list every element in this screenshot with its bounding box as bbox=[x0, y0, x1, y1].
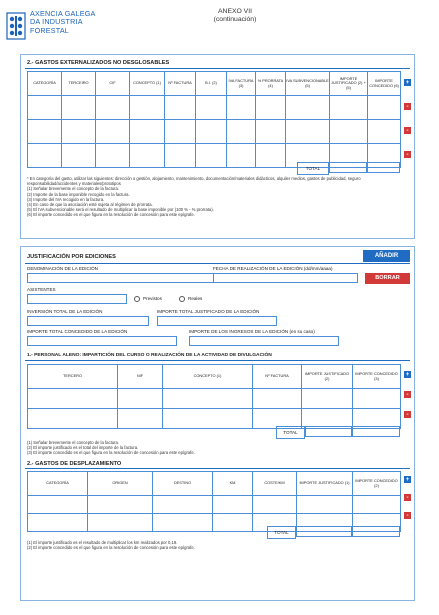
gastos-title: 2.- GASTOS EXTERNALIZADOS NO DESGLOSABLES bbox=[27, 60, 170, 66]
col-iva-subv: IVA SUBVENCIONABLE (5) bbox=[286, 72, 330, 96]
note: (3) El importe concedido es el que figura en la resolución de concesión para este epígrafe. bbox=[27, 450, 195, 456]
ingresos-label: IMPORTE DE LOS INGRESOS DE LA EDICIÓN (en su caso) bbox=[189, 329, 315, 334]
gastos-total-concedido[interactable] bbox=[367, 162, 400, 173]
inversion-input[interactable] bbox=[27, 316, 149, 326]
personal-total-label: TOTAL bbox=[276, 426, 305, 439]
remove-row-icon[interactable]: - bbox=[404, 391, 411, 398]
note: (3) Importe del IVA recogido en la factura. bbox=[27, 196, 105, 202]
gastos-total-justificado[interactable] bbox=[329, 162, 367, 173]
col-km: KM bbox=[213, 472, 253, 496]
logo-line-2: DA INDUSTRIA bbox=[30, 17, 83, 27]
personal-header-row bbox=[28, 365, 401, 389]
fecha-input[interactable] bbox=[213, 273, 358, 283]
add-edition-button[interactable]: AÑADIR bbox=[363, 250, 410, 262]
justificacion-panel bbox=[20, 246, 415, 601]
desplazamiento-notes bbox=[27, 540, 412, 550]
asistentes-input[interactable] bbox=[27, 294, 127, 304]
denominacion-label: DENOMINACIÓN DE LA EDICIÓN bbox=[27, 266, 98, 271]
note: * En categoría del gasto, utilizar las siguientes: dirección o gestión, alojamiento, mantenimiento, documentación/materiales didácticos, alquiler medios, gastos de publicidad, seguro responsabilidad/accidentes y materiales/prototipos bbox=[27, 176, 361, 187]
remove-row-icon[interactable]: - bbox=[404, 512, 411, 519]
note: (2) El importe justificado es el total del importe de la factura. bbox=[27, 445, 139, 451]
reales-radio[interactable] bbox=[179, 296, 185, 302]
remove-row-icon[interactable]: - bbox=[404, 103, 411, 110]
remove-row-icon[interactable]: - bbox=[404, 494, 411, 501]
logo-line-3: FORESTAL bbox=[30, 25, 70, 35]
add-row-icon[interactable]: + bbox=[405, 476, 410, 483]
note: (1) El importe justificado es el resultado de multiplicar los km realizados por 0,19. bbox=[27, 540, 178, 545]
delete-edition-button[interactable]: BORRAR bbox=[365, 273, 410, 284]
col-iva-factura: IVA FACTURA (3) bbox=[227, 72, 256, 96]
importe-justificado-label: IMPORTE TOTAL JUSTIFICADO DE LA EDICIÓN bbox=[157, 309, 260, 314]
previstos-radio[interactable] bbox=[134, 296, 140, 302]
personal-total-concedido[interactable] bbox=[352, 426, 400, 437]
gastos-row-controls bbox=[404, 71, 412, 158]
remove-row-icon[interactable]: - bbox=[404, 127, 411, 134]
col-importe-justificado: IMPORTE JUSTIFICADO (1) bbox=[297, 472, 353, 496]
ingresos-input[interactable] bbox=[189, 336, 339, 346]
col-concepto: CONCEPTO (1) bbox=[130, 72, 165, 96]
reales-label: Reales bbox=[188, 296, 203, 301]
col-factura: Nº FACTURA bbox=[253, 365, 302, 389]
agency-logo bbox=[6, 10, 126, 50]
previstos-label: Previstos bbox=[143, 296, 162, 301]
col-origen: ORIGEN bbox=[88, 472, 153, 496]
note: (1) Señalar brevemente el concepto de la factura. bbox=[27, 440, 119, 445]
col-importe-justificado: IMPORTE JUSTIFICADO (2) bbox=[302, 365, 353, 389]
note: (2) El importe concedido es el que figura en la resolución de concesión para este epígrafe. bbox=[27, 545, 195, 551]
logo-text bbox=[30, 10, 96, 35]
annex-title: ANEXO VII bbox=[218, 8, 252, 15]
personal-total-justificado[interactable] bbox=[305, 426, 352, 437]
col-terceiro: TERCEIRO bbox=[62, 72, 96, 96]
importe-concedido-input[interactable] bbox=[27, 336, 177, 346]
desplazamiento-title: 2.- GASTOS DE DESPLAZAMIENTO bbox=[27, 461, 122, 467]
col-categoria: CATEGORÍA bbox=[28, 72, 62, 96]
annex-heading bbox=[190, 8, 280, 24]
gastos-notes bbox=[27, 176, 412, 218]
col-bi: B.I. (2) bbox=[196, 72, 227, 96]
table-row[interactable] bbox=[28, 496, 401, 514]
desplazamiento-header-row bbox=[28, 472, 401, 496]
note: (4) En caso de que la asociación esté sujeta al régimen de prorrata. bbox=[27, 202, 153, 208]
gastos-panel bbox=[20, 54, 415, 239]
desplazamiento-table bbox=[27, 471, 401, 532]
asistentes-label: ASISTENTES bbox=[27, 287, 56, 292]
importe-justificado-input[interactable] bbox=[157, 316, 277, 326]
table-row[interactable] bbox=[28, 96, 401, 120]
col-coste-km: COSTE/KM bbox=[253, 472, 297, 496]
col-concepto: CONCEPTO (1) bbox=[163, 365, 253, 389]
col-nif: NIF bbox=[118, 365, 163, 389]
remove-row-icon[interactable]: - bbox=[404, 151, 411, 158]
desplazamiento-total-concedido[interactable] bbox=[352, 526, 400, 537]
desplazamiento-total-justificado[interactable] bbox=[296, 526, 352, 537]
add-row-icon[interactable]: + bbox=[405, 79, 410, 86]
table-row[interactable] bbox=[28, 120, 401, 144]
col-prorrata: % PRORRATA (4) bbox=[256, 72, 286, 96]
col-tercero: TERCERO bbox=[28, 365, 118, 389]
col-categoria: CATEGORÍA bbox=[28, 472, 88, 496]
col-importe-justificado: IMPORTE JUSTIFICADO (2) + (5) bbox=[330, 72, 368, 96]
personal-row-controls bbox=[404, 364, 412, 418]
note: (2) Importe de la base imponible recogido en la factura. bbox=[27, 191, 130, 197]
desplazamiento-total-label: TOTAL bbox=[267, 526, 296, 539]
note: (5) El IVA subvencionable será el resultado de multiplicar la base imponible por (100 % - % prorrata). bbox=[27, 207, 214, 213]
fecha-label: FECHA DE REALIZACIÓN DE LA EDICIÓN (dd/mm/aaaa) bbox=[213, 266, 333, 271]
col-cif: CIF bbox=[96, 72, 130, 96]
personal-title: 1.- PERSONAL ALENO: IMPARTICIÓN DEL CURSO O REALIZACIÓN DE LA ACTIVIDAD DE DIVULGACIÓN bbox=[27, 353, 272, 358]
note: (6) El importe concedido es el que figura en la resolución de concesión para este epígrafe. bbox=[27, 212, 195, 218]
add-row-icon[interactable]: + bbox=[405, 371, 410, 378]
justificacion-title: JUSTIFICACIÓN POR EDICIONES bbox=[27, 254, 116, 260]
col-importe-concedido: IMPORTE CONCEDIDO (2) bbox=[353, 472, 401, 496]
personal-table bbox=[27, 364, 401, 429]
gastos-header-row bbox=[28, 72, 401, 96]
table-row[interactable] bbox=[28, 389, 401, 409]
col-factura: Nº FACTURA bbox=[165, 72, 196, 96]
gastos-total-label: TOTAL bbox=[297, 162, 329, 175]
col-importe-concedido: IMPORTE CONCEDIDO (6) bbox=[368, 72, 401, 96]
personal-notes bbox=[27, 440, 412, 456]
col-importe-concedido: IMPORTE CONCEDIDO (3) bbox=[353, 365, 401, 389]
remove-row-icon[interactable]: - bbox=[404, 411, 411, 418]
xunta-emblem-icon bbox=[6, 12, 26, 40]
logo-line-1: AXENCIA GALEGA bbox=[30, 9, 96, 18]
note: (1) Señalar brevemente el concepto de la factura. bbox=[27, 186, 119, 192]
inversion-label: INVERSIÓN TOTAL DE LA EDICIÓN bbox=[27, 309, 103, 314]
denominacion-input[interactable] bbox=[27, 273, 222, 283]
gastos-table bbox=[27, 71, 401, 168]
desplazamiento-row-controls bbox=[404, 471, 412, 519]
col-destino: DESTINO bbox=[153, 472, 213, 496]
annex-subtitle: (continuación) bbox=[213, 16, 257, 23]
importe-concedido-label: IMPORTE TOTAL CONCEDIDO DE LA EDICIÓN bbox=[27, 329, 128, 334]
